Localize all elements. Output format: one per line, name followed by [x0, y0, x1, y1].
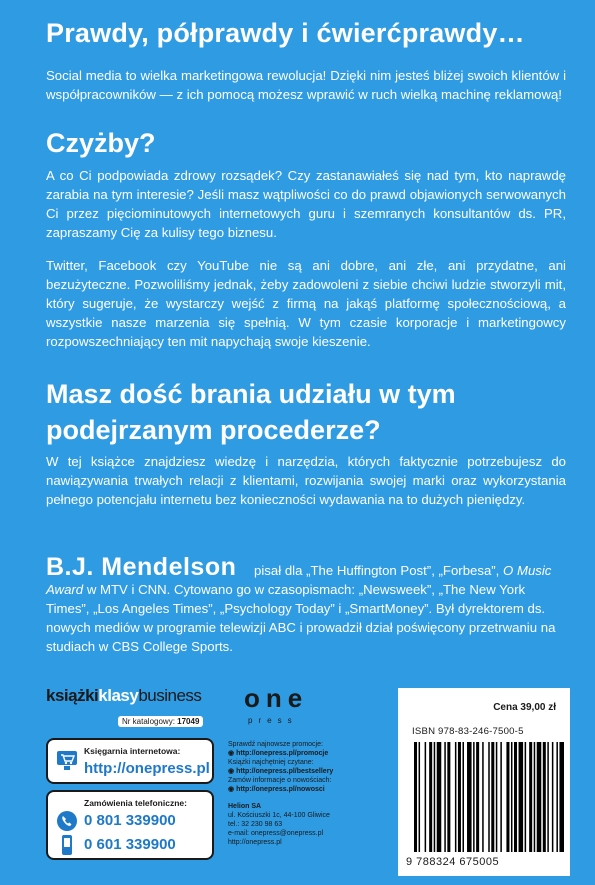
paragraph-2: A co Ci podpowiada zdrowy rozsądek? Czy zastanawiałeś się nad tym, kto naprawdę zarabia na tym interesie? Jeśli masz wątpliwości co do prawd objawionych serwowanych Ci przez pięciominutowych internetowych guru i szemranych konsultantów ds. PR, zapraszamy Cię za kulisy tego biznesu. [46, 168, 566, 240]
author-name: B.J. Mendelson [46, 553, 237, 581]
phone-icon [56, 810, 78, 832]
price-label: Cena 39,00 zł [493, 702, 556, 713]
catalog-number [118, 716, 203, 727]
author-bio [46, 553, 566, 656]
company-name: Helion SA [228, 803, 262, 810]
author-award: O Music Award [46, 563, 552, 597]
series-logo-part1: książki [46, 686, 99, 705]
publisher-logo: one [244, 683, 309, 713]
paragraph-3: Twitter, Facebook czy YouTube nie są ani dobre, ani złe, ani przydatne, ani bezużyteczne. Pozwoliliśmy jednak, żeby zadowoleni z siebie chciwi ludzie stworzyli mit, który sugeruje, że wystarczy wejść z firmą na jakąś platformę społecznościową, a wszystkie nasze marzenia się spełnią. W tym czasie korporacje i marketingowcy rozpowszechniający ten mit napychają swoje kieszenie. [46, 258, 566, 349]
section-heading-masz-dosc: Masz dość brania udziału w tym podejrzanym procederze? [46, 379, 456, 445]
company-address: ul. Kościuszki 1c, 44-100 Gliwice [228, 812, 330, 819]
barcode-digits: 9 788324 675005 [406, 856, 500, 868]
barcode [414, 742, 564, 852]
bestsellers-url[interactable]: ◉ http://onepress.pl/bestsellery [228, 768, 334, 775]
company-email[interactable]: e-mail: onepress@onepress.pl [228, 830, 324, 837]
bookstore-url[interactable]: http://onepress.pl [84, 760, 210, 777]
intro-paragraph: Social media to wielka marketingowa rewolucja! Dzięki nim jesteś bliżej swoich klientów i współpracowników — z ich pomocą możesz wprawić w ruch wielką machinę reklamową! [46, 68, 566, 102]
series-logo-part3: business [138, 686, 202, 705]
series-logo-part2: klasy [98, 686, 139, 705]
isbn: ISBN 978-83-246-7500-5 [412, 726, 524, 737]
catalog-label: Nr katalogowy: [122, 717, 175, 726]
section-heading-czyzby: Czyżby? [46, 128, 156, 158]
main-heading: Prawdy, półprawdy i ćwierćprawdy… [46, 18, 525, 48]
author-text-b: w MTV i CNN. Cytowano go w czasopismach: „Newsweek”, „The New York Times”, „Los Angeles Times”, „Psychology Today” i „SmartMoney”. Był dyrektorem ds. nowych mediów w programie telewizji ABC i prowadził dział poświęcony przetrwaniu na studiach w CBS College Sports. [46, 582, 556, 654]
bookstore-box[interactable] [46, 738, 214, 784]
paragraph-4: W tej książce znajdziesz wiedzę i narzędzia, których faktycznie potrzebujesz do nawiązywania trwałych relacji z klientami, rozwijania swojej marki oraz wykorzystania pełnego potencjału internetu bez konieczności wydawania na to dużych pieniędzy. [46, 454, 566, 507]
promo-heading: Sprawdź najnowsze promocje: [228, 741, 323, 748]
publisher-logo-sub: press [248, 716, 298, 725]
news-heading: Zamów informacje o nowościach: [228, 777, 332, 784]
phone-1[interactable]: 0 801 339900 [84, 812, 176, 829]
mobile-icon [56, 834, 78, 856]
phone-2[interactable]: 0 601 339900 [84, 836, 176, 853]
company-www[interactable]: http://onepress.pl [228, 839, 282, 846]
orders-label: Zamówienia telefoniczne: [84, 798, 187, 808]
publisher-info [228, 740, 388, 847]
company-phone: tel.: 32 230 98 63 [228, 821, 283, 828]
bestsellers-heading: Książki najchętniej czytane: [228, 759, 314, 766]
promo-url[interactable]: ◉ http://onepress.pl/promocje [228, 750, 329, 757]
orders-box [46, 790, 214, 860]
series-logo [46, 686, 201, 706]
cart-icon [56, 750, 78, 772]
bookstore-label: Księgarnia internetowa: [84, 746, 181, 756]
price-box [398, 688, 570, 876]
author-text-a: pisał dla „The Huffington Post”, „Forbesa”, [254, 563, 500, 578]
news-url[interactable]: ◉ http://onepress.pl/nowosci [228, 786, 325, 793]
catalog-value: 17049 [177, 717, 200, 726]
